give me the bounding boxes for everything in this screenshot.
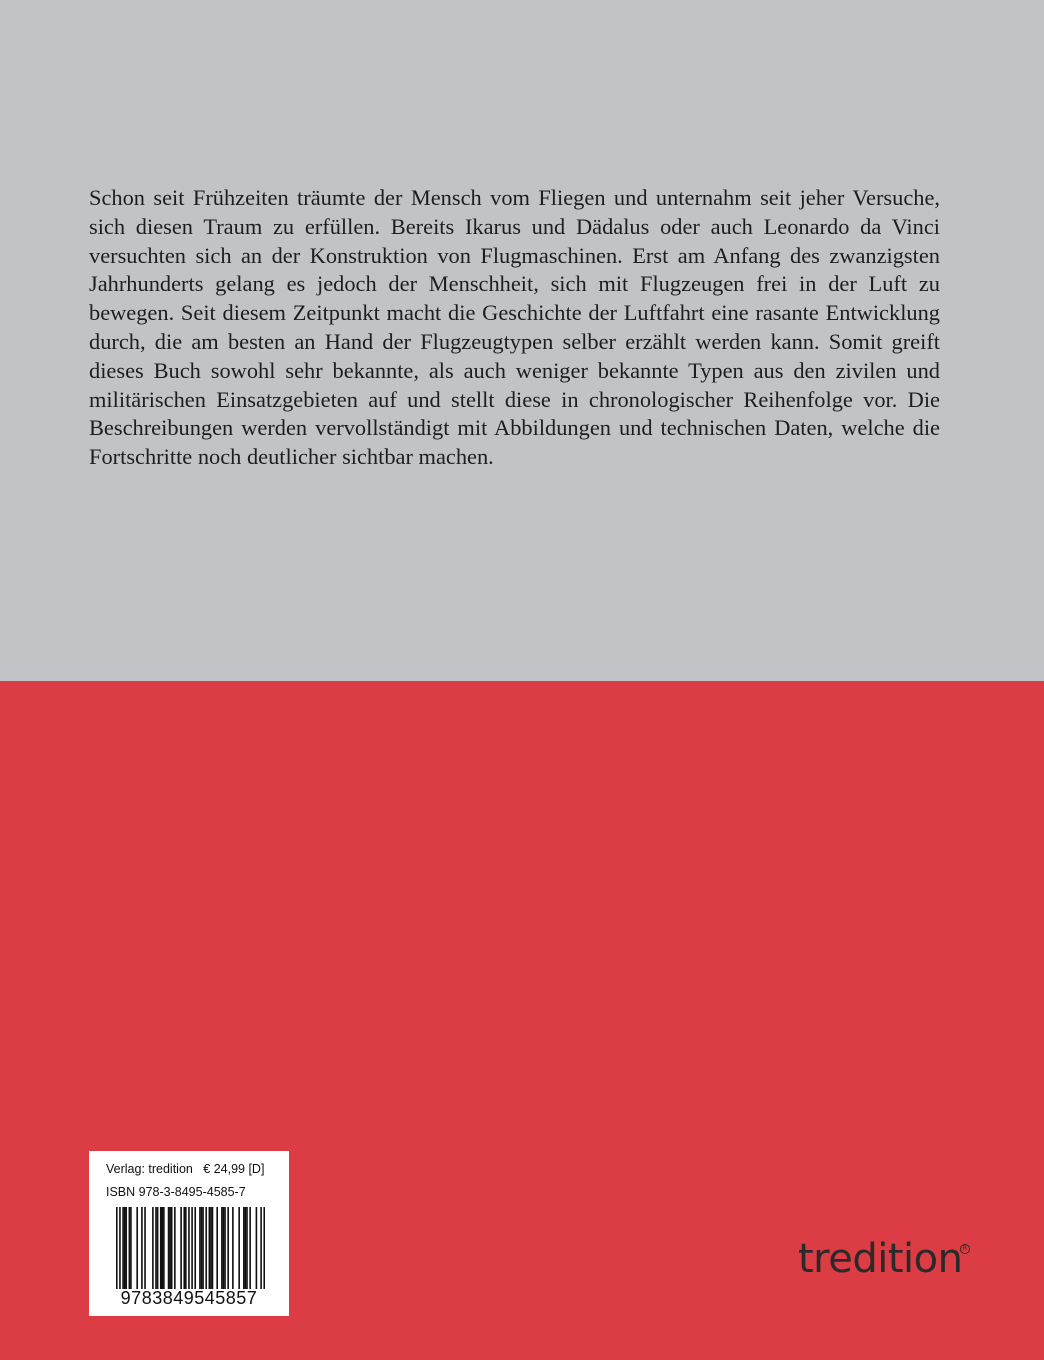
barcode-bar xyxy=(205,1207,207,1289)
barcode-bar xyxy=(201,1207,203,1289)
barcode-bar xyxy=(199,1207,201,1289)
barcode-bar xyxy=(122,1207,124,1289)
barcode-bar xyxy=(141,1207,143,1289)
barcode-bar xyxy=(161,1207,163,1289)
barcode-bar xyxy=(160,1207,162,1289)
barcode-bar xyxy=(180,1207,182,1289)
barcode-bar xyxy=(163,1207,165,1289)
barcode-bar xyxy=(129,1207,131,1289)
barcode-bar xyxy=(210,1207,212,1289)
barcode-bar xyxy=(209,1207,211,1289)
barcode-bar xyxy=(260,1207,262,1289)
barcode-bar xyxy=(194,1207,196,1289)
barcode-bar xyxy=(246,1207,248,1289)
barcode-digits: 9783849545857 xyxy=(120,1288,258,1308)
barcode-bar xyxy=(191,1207,193,1289)
barcode-bar xyxy=(136,1207,138,1289)
isbn-line: ISBN 978-3-8495-4585-7 xyxy=(106,1185,246,1199)
barcode-bar xyxy=(221,1207,223,1289)
barcode-bar xyxy=(169,1207,171,1289)
barcode-bar xyxy=(125,1207,127,1289)
barcode-bar xyxy=(185,1207,187,1289)
barcode-bar xyxy=(174,1207,176,1289)
publisher-price-line: Verlag: tredition € 24,99 [D] xyxy=(106,1162,265,1176)
tredition-logo: tredition xyxy=(798,1236,963,1282)
barcode-bar xyxy=(152,1207,154,1289)
barcode-bar xyxy=(124,1207,126,1289)
barcode-bar xyxy=(119,1207,121,1289)
barcode-bars xyxy=(116,1207,265,1289)
barcode-bar xyxy=(212,1207,214,1289)
barcode-bar xyxy=(183,1207,185,1289)
barcode-bar xyxy=(263,1207,265,1289)
barcode-bar xyxy=(224,1207,226,1289)
barcode-bar xyxy=(171,1207,173,1289)
barcode-bar xyxy=(223,1207,225,1289)
registered-mark-icon: R xyxy=(960,1244,970,1254)
barcode-bar xyxy=(256,1207,258,1289)
barcode-bar xyxy=(202,1207,204,1289)
barcode-bar xyxy=(245,1207,247,1289)
barcode-bar xyxy=(168,1207,170,1289)
barcode-bar xyxy=(144,1207,146,1289)
barcode-bar xyxy=(227,1207,229,1289)
barcode-bar xyxy=(243,1207,245,1289)
blurb-text: Schon seit Frühzeiten träumte der Mensch vom Fliegen und unternahm seit jeher Versuche, sich diesen Traum zu erfüllen. Bereits Ikarus und Dädalus oder auch Leonardo da Vinci versuchten sich an der Konstruktion von Flugmaschinen. Erst am Anfang des zwanzigsten Jahrhunderts gelang es jedoch der Menschheit, sich mit Flugzeugen frei in der Luft zu bewegen. Seit diesem Zeitpunkt macht die Geschichte der Luftfahrt eine rasante Entwicklung durch, die am besten an Hand der Flugzeugtypen selber erzählt werden kann. Somit greift dieses Buch sowohl sehr bekannte, als auch weniger bekannte Typen aus den zivilen und militärischen Einsatzgebieten auf und stellt diese in chronologischer Reihenfolge vor. Die Beschreibungen werden vervollständigt mit Abbildungen und technischen Daten, welche die Fortschritte noch deutlicher sichtbar machen. xyxy=(89,185,940,470)
barcode-bar xyxy=(116,1207,118,1289)
barcode-bar xyxy=(188,1207,190,1289)
barcode-bar xyxy=(157,1207,159,1289)
barcode-label xyxy=(89,1151,289,1316)
barcode-bar xyxy=(238,1207,240,1289)
barcode-bar xyxy=(130,1207,132,1289)
barcode-bar xyxy=(249,1207,251,1289)
barcode-bar xyxy=(216,1207,218,1289)
barcode-bar xyxy=(155,1207,157,1289)
barcode-bar xyxy=(232,1207,234,1289)
